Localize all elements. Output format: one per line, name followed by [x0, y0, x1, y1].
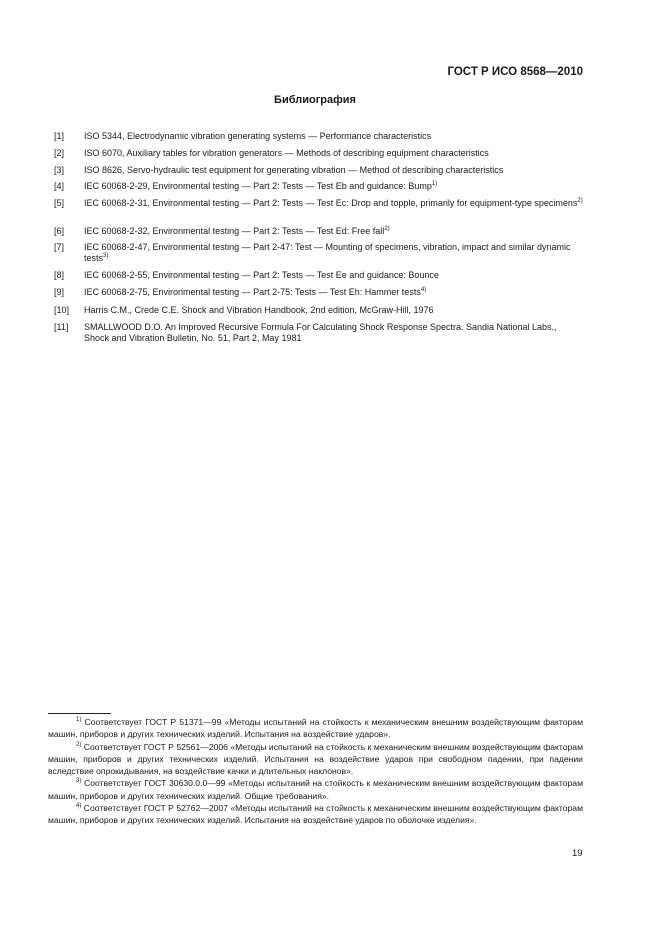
- reference-text: [84, 165, 584, 176]
- footnote: [48, 777, 583, 802]
- reference-citation: Harris C.M., Crede C.E. Shock and Vibration Handbook, 2nd edition, McGraw-Hill, 1976: [84, 305, 434, 315]
- reference-number: [8]: [54, 270, 65, 280]
- footnote-text: Соответствует ГОСТ Р 52762—2007 «Методы испытаний на стойкость к механическим внешним воздействующим факторам машин, приборов и других технических изделий. Испытания на воздействие ударов по оболочке изделия».: [48, 803, 583, 826]
- reference-citation: ISO 8626, Servo-hydraulic test equipment for generating vibration — Method of describing characteristics: [84, 165, 504, 175]
- reference-item: [54, 287, 594, 298]
- reference-number: [11]: [54, 322, 69, 332]
- reference-citation: IEC 60068-2-47, Environmental testing — Part 2-47: Test — Mounting of specimens, vibration, impact and similar dynamic tests: [84, 242, 571, 263]
- reference-text: [84, 131, 584, 142]
- reference-item: [54, 148, 594, 159]
- footnote-divider: [48, 713, 111, 714]
- reference-number: [5]: [54, 198, 65, 208]
- reference-item: [54, 270, 594, 281]
- reference-item: [54, 305, 594, 316]
- reference-item: [54, 181, 594, 192]
- reference-number: [1]: [54, 131, 65, 141]
- reference-item: [54, 131, 594, 142]
- reference-item: [54, 198, 594, 209]
- reference-item: [54, 226, 594, 237]
- reference-number: [7]: [54, 242, 65, 252]
- footnote-mark: 2): [384, 226, 390, 232]
- footnote-mark: 4): [420, 287, 427, 293]
- footnote-text: Соответствует ГОСТ Р 52561—2006 «Методы испытаний на стойкость к механическим внешним воздействующим факторам машин, приборов и других технических изделий. Испытания на воздействие ударов при свободном падении, при падении вследствие опрокидывания, на воздействие качки и длительных наклонов».: [48, 741, 583, 777]
- footnote-mark: 2): [76, 741, 82, 748]
- reference-citation: IEC 60068-2-75, Environmental testing — Part 2-75: Tests — Test Eh: Hammer tests: [84, 287, 421, 297]
- footnote-mark: 2): [577, 198, 583, 204]
- footnote-mark: 4): [76, 803, 82, 810]
- reference-item: [54, 322, 594, 344]
- footnote-mark: 3): [76, 778, 82, 785]
- reference-text: [84, 322, 584, 344]
- reference-number: [3]: [54, 165, 65, 175]
- reference-number: [4]: [54, 181, 65, 191]
- reference-number: [10]: [54, 305, 70, 315]
- reference-citation: ISO 6070, Auxiliary tables for vibration generators — Methods of describing equipment characteristics: [84, 148, 489, 158]
- reference-citation: ISO 5344, Electrodynamic vibration generating systems — Performance characteristics: [84, 131, 432, 141]
- reference-text: [84, 287, 584, 298]
- reference-text: [84, 270, 584, 281]
- reference-text: [84, 242, 584, 264]
- section-title: Библиография: [274, 94, 356, 106]
- reference-text: [84, 305, 584, 316]
- reference-item: [54, 242, 594, 264]
- footnote-mark: 1): [76, 717, 82, 724]
- reference-citation: IEC 60068-2-32, Environmental testing — Part 2: Tests — Test Ed: Free fall: [84, 226, 385, 236]
- footnote: [48, 716, 583, 741]
- reference-number: [6]: [54, 226, 65, 236]
- reference-citation: SMALLWOOD D.O. An Improved Recursive Formula For Calculating Shock Response Spectra. Sandia National Labs., Shock and Vibration Bulletin, No. 51, Part 2, May 1981: [84, 322, 557, 343]
- reference-text: [84, 181, 584, 192]
- reference-citation: IEC 60068-2-31, Environmental testing — Part 2: Tests — Test Ec: Drop and topple, primarily for equipment-type specimens: [84, 198, 578, 208]
- reference-citation: IEC 60068-2-29, Environmental testing — Part 2: Tests — Test Eb and guidance: Bump: [84, 181, 432, 191]
- footnote: [48, 802, 583, 827]
- reference-text: [84, 148, 584, 159]
- reference-number: [2]: [54, 148, 65, 158]
- reference-citation: IEC 60068-2-55, Environmental testing — Part 2: Tests — Test Ee and guidance: Bounce: [84, 270, 439, 280]
- footnote-text: Соответствует ГОСТ 30630.0.0—99 «Методы испытаний на стойкость к механическим внешним воздействующим факторам машин, приборов и других технических изделий. Общие требования».: [48, 778, 583, 801]
- footnote-text: Соответствует ГОСТ Р 51371—99 «Методы испытаний на стойкость к механическим внешним воздействующим факторам машин, приборов и других технических изделий. Испытания на воздействие ударов».: [48, 717, 583, 740]
- document-header: ГОСТ Р ИСО 8568—2010: [447, 66, 583, 78]
- reference-number: [9]: [54, 287, 65, 297]
- footnotes: [48, 716, 583, 827]
- footnote-mark: 3): [103, 253, 109, 259]
- reference-text: [84, 198, 584, 209]
- reference-item: [54, 165, 594, 176]
- footnote: [48, 741, 583, 778]
- reference-text: [84, 226, 584, 237]
- footnote-mark: 1): [431, 181, 438, 187]
- page-number: 19: [572, 848, 583, 859]
